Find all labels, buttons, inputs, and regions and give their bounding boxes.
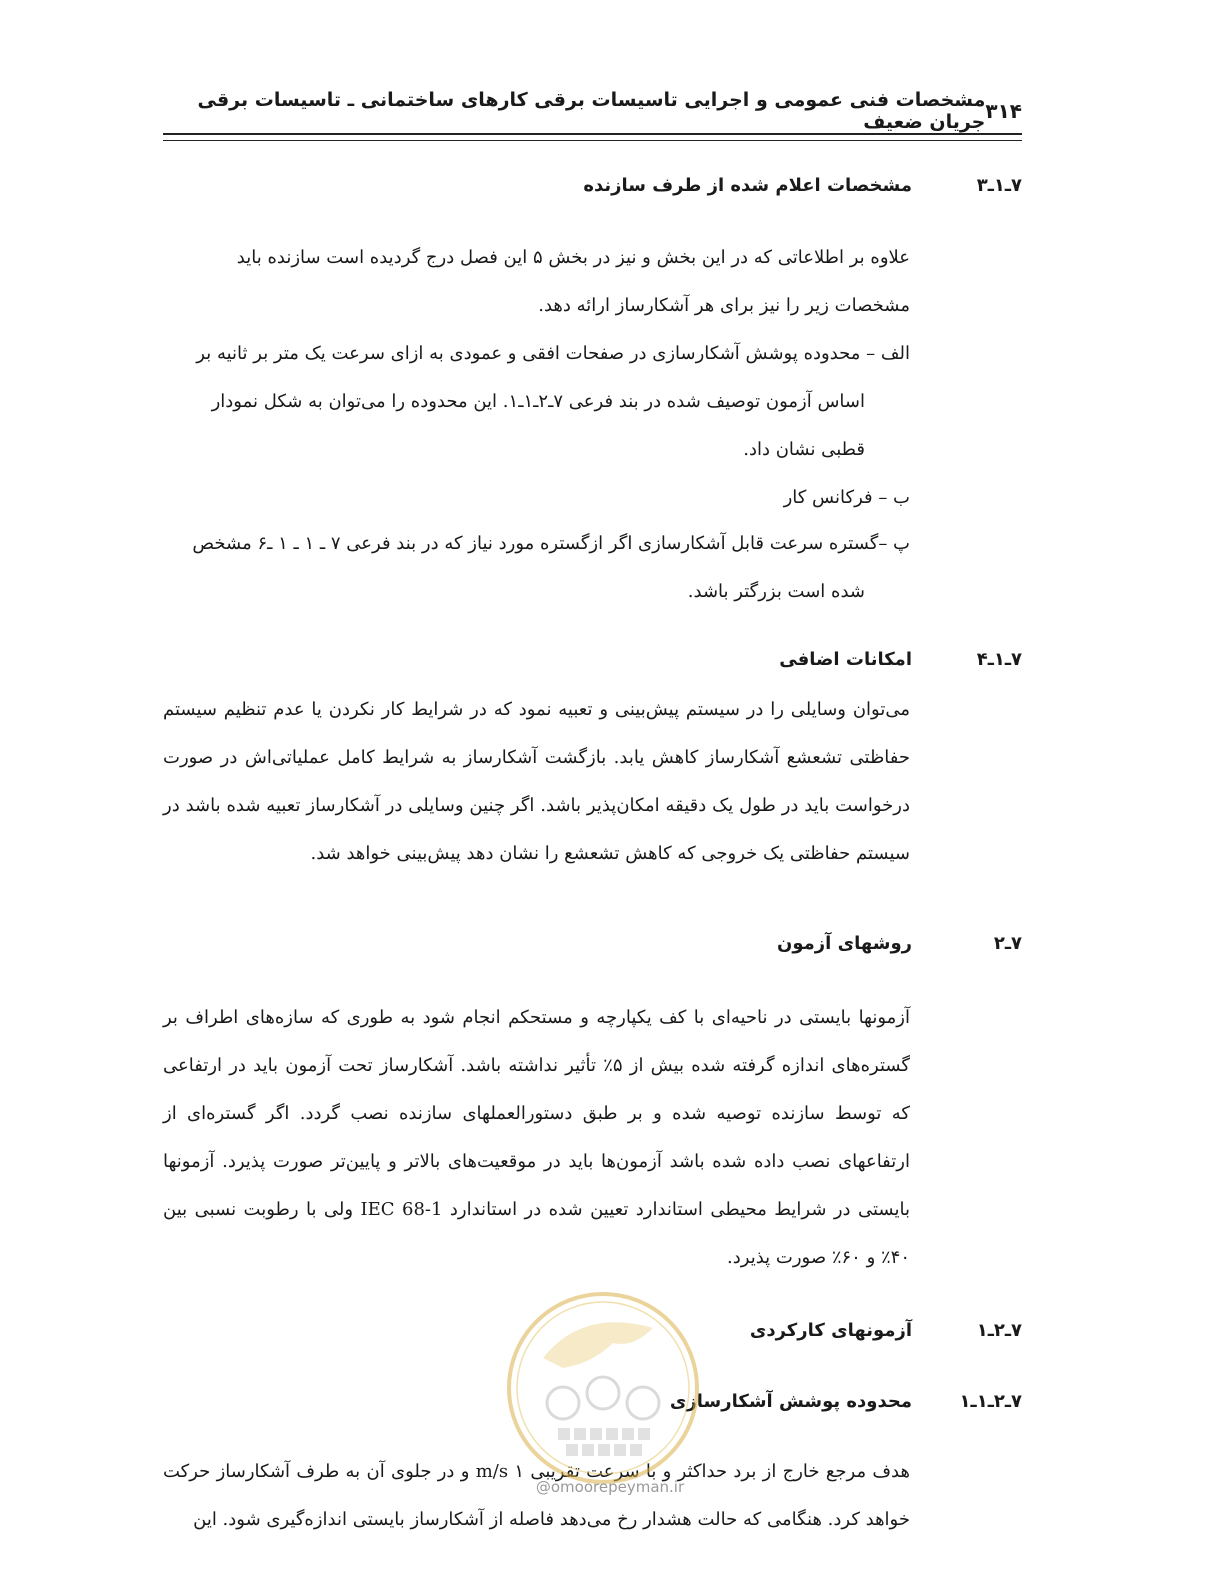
- section-title: مشخصات اعلام شده از طرف سازنده: [583, 174, 912, 196]
- watermark-url: @omoorepeyman.ir: [535, 1478, 685, 1496]
- list-item-alef: [163, 330, 910, 474]
- list-item-line: ب – فرکانس کار: [783, 487, 910, 508]
- section-number: ۷ـ۱ـ۳: [976, 174, 1022, 196]
- list-item-line: قطبی نشان داد.: [743, 439, 865, 460]
- header-title: مشخصات فنی عمومی و اجرایی تاسیسات برقی کارهای ساختمانی ـ تاسیسات برقی جریان ضعیف: [197, 89, 986, 133]
- section-title: روشهای آزمون: [777, 932, 912, 954]
- list-item-pe: [163, 520, 910, 616]
- section-number: ۷ـ۲ـ۱: [976, 1319, 1022, 1341]
- paragraph-line: مشخصات زیر را نیز برای هر آشکارساز ارائه دهد.: [538, 295, 910, 316]
- list-item-line: پ –گستره سرعت قابل آشکارسازی اگر ازگستره مورد نیاز که در بند فرعی ۷ ـ ۱ ـ ۱ ـ۶ مشخص: [192, 533, 910, 554]
- section-number: ۷ـ۱ـ۴: [976, 648, 1022, 670]
- section-title: آزمونهای کارکردی: [749, 1319, 912, 1341]
- section-paragraph: هدف مرجع خارج از برد حداکثر و با سرعت تقریبی ۱ m/s و در جلوی آن به طرف آشکارساز حرکت خواهد کرد. هنگامی که حالت هشدار رخ می‌دهد فاصله از آشکارساز بایستی اندازه‌گیری شود. این: [163, 1461, 910, 1530]
- section-number: ۷ـ۲: [993, 932, 1022, 954]
- section-title: امکانات اضافی: [779, 648, 912, 670]
- section-heading-7-1-4: [163, 642, 1022, 676]
- section-title: محدوده پوشش آشکارسازی: [669, 1390, 912, 1412]
- section-heading-7-2: [163, 926, 1022, 960]
- section-heading-7-2-1-1: [163, 1384, 1022, 1418]
- running-header: [163, 89, 1022, 133]
- paragraph-line: علاوه بر اطلاعاتی که در این بخش و نیز در بخش ۵ این فصل درج گردیده است سازنده باید: [236, 247, 910, 268]
- header-rule-thin: [163, 140, 1022, 141]
- section-paragraph: آزمونها بایستی در ناحیه‌ای با کف یکپارچه و مستحکم انجام شود به طوری که سازه‌های اطراف بر گستره‌های اندازه گرفته شده بیش از ۵٪ تأثیر نداشته باشد. آشکارساز تحت آزمون باید در ارتفاعی که توسط سازنده توصیه شده و بر طبق دستورالعملهای سازنده نصب گردد. اگر گستره‌ای از ارتفاعهای نصب داده شده باشد آزمون‌ها باید در موقعیت‌های بالاتر و پایین‌تر صورت پذیرد. آزمونها بایستی در شرایط محیطی استاندارد تعیین شده در استاندارد IEC 68-1 ولی با رطوبت نسبی بین ۴۰٪ و ۶۰٪ صورت پذیرد.: [163, 1007, 911, 1268]
- header-rule-thick: [163, 133, 1022, 135]
- list-item-be: [163, 474, 910, 522]
- section-heading-7-2-1: [163, 1313, 1022, 1347]
- section-paragraph: می‌توان وسایلی را در سیستم پیش‌بینی و تعبیه نمود که در شرایط کار نکردن یا عدم تنظیم سیستم حفاظتی تشعشع آشکارساز کاهش یابد. بازگشت آشکارساز به شرایط کامل عملیاتی‌اش در صورت درخواست باید در طول یک دقیقه امکان‌پذیر باشد. اگر چنین وسایلی در آشکارساز تعبیه شده باشد در سیستم حفاظتی یک خروجی که کاهش تشعشع را نشان دهد پیش‌بینی خواهد شد.: [163, 699, 910, 864]
- page-number: ۳۱۴: [985, 99, 1022, 123]
- section-number: ۷ـ۲ـ۱ـ۱: [959, 1390, 1022, 1412]
- intro-paragraph: [163, 234, 910, 330]
- list-item-line: شده است بزرگتر باشد.: [687, 581, 865, 602]
- section-heading-7-1-3: [163, 168, 1022, 202]
- list-item-line: الف – محدوده پوشش آشکارسازی در صفحات افقی و عمودی به ازای سرعت یک متر بر ثانیه بر: [196, 343, 910, 364]
- list-item-line: اساس آزمون توصیف شده در بند فرعی ۷ـ۲ـ۱ـ۱. این محدوده را می‌توان به شکل نمودار: [211, 391, 865, 412]
